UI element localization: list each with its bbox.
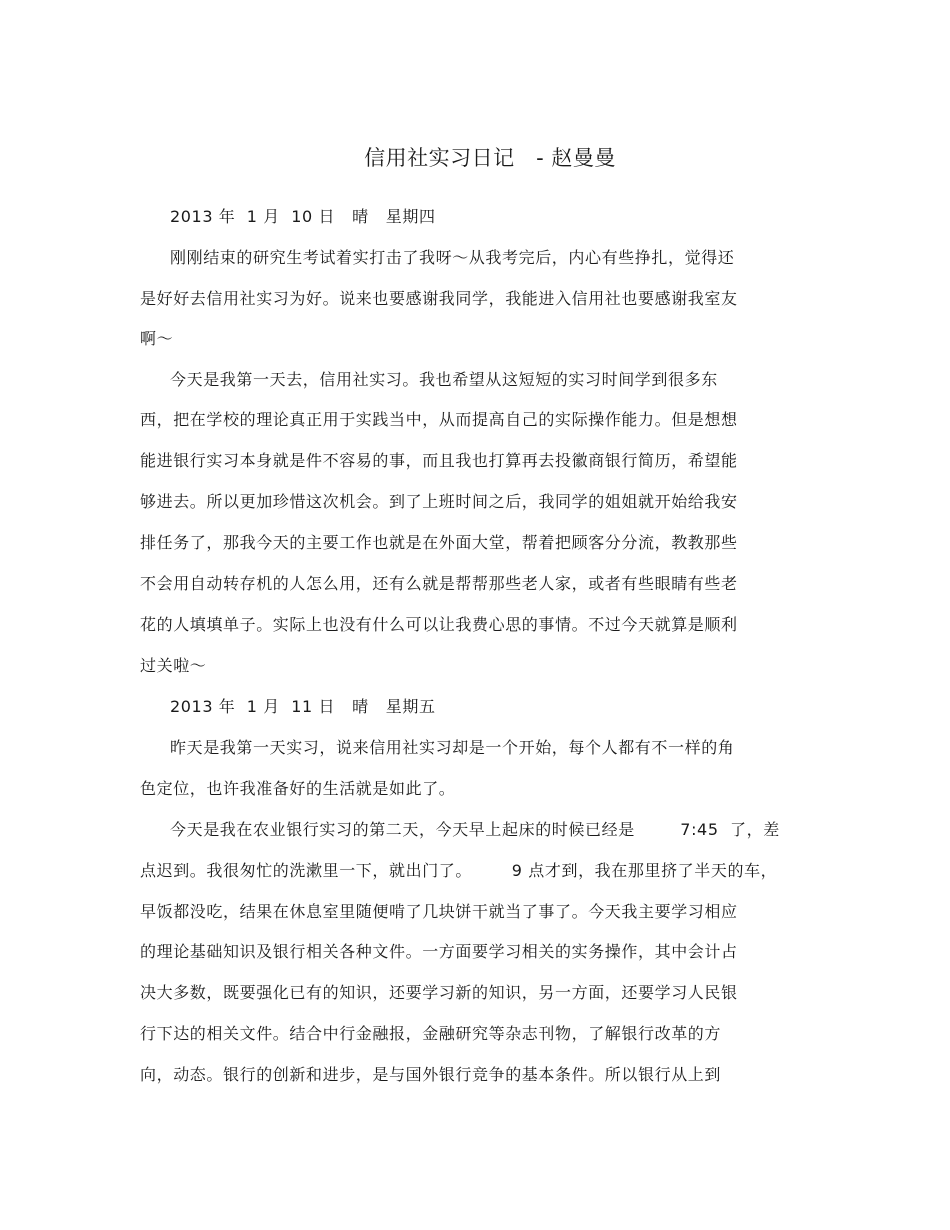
text-line: 点迟到。我很匆忙的洗漱里一下，就出门了。 9 点才到，我在那里挤了半天的车， [140,861,778,880]
text-line: 向，动态。银行的创新和进步，是与国外银行竞争的基本条件。所以银行从上到 [140,1065,722,1084]
text-line: 西，把在学校的理论真正用于实践当中，从而提高自己的实际操作能力。但是想想 [140,410,738,429]
text-line: 不会用自动转存机的人怎么用，还有么就是帮帮那些老人家，或者有些眼睛有些老 [140,574,738,593]
text-line: 今天是我在农业银行实习的第二天，今天早上起床的时候已经是 7:45 了，差 [170,820,780,839]
text-line: 刚刚结束的研究生考试着实打击了我呀～从我考完后，内心有些挣扎，觉得还 [170,248,735,267]
text-line: 排任务了，那我今天的主要工作也就是在外面大堂，帮着把顾客分分流，教教那些 [140,533,738,552]
text-line: 决大多数，既要强化已有的知识，还要学习新的知识，另一方面，还要学习人民银 [140,983,738,1002]
text-line: 色定位，也许我准备好的生活就是如此了。 [140,779,456,798]
text-line: 够进去。所以更加珍惜这次机会。到了上班时间之后，我同学的姐姐就开始给我安 [140,492,738,511]
text-line: 行下达的相关文件。结合中行金融报，金融研究等杂志刊物，了解银行改革的方 [140,1024,722,1043]
text-line: 是好好去信用社实习为好。说来也要感谢我同学，我能进入信用社也要感谢我室友 [140,289,738,308]
diary-date-line: 2013 年 1 月 11 日 晴 星期五 [170,697,436,716]
text-line: 昨天是我第一天实习，说来信用社实习却是一个开始，每个人都有不一样的角 [170,738,735,757]
document-title: 信用社实习日记 - 赵曼曼 [364,146,616,170]
diary-date-line: 2013 年 1 月 10 日 晴 星期四 [170,207,436,226]
text-line: 过关啦～ [140,656,207,675]
text-line: 啊～ [140,329,174,348]
text-line: 今天是我第一天去，信用社实习。我也希望从这短短的实习时间学到很多东 [170,370,718,389]
text-line: 早饭都没吃，结果在休息室里随便啃了几块饼干就当了事了。今天我主要学习相应 [140,902,738,921]
text-line: 能进银行实习本身就是件不容易的事，而且我也打算再去投徽商银行简历，希望能 [140,451,738,470]
text-line: 花的人填填单子。实际上也没有什么可以让我费心思的事情。不过今天就算是顺利 [140,615,738,634]
text-line: 的理论基础知识及银行相关各种文件。一方面要学习相关的实务操作，其中会计占 [140,942,738,961]
